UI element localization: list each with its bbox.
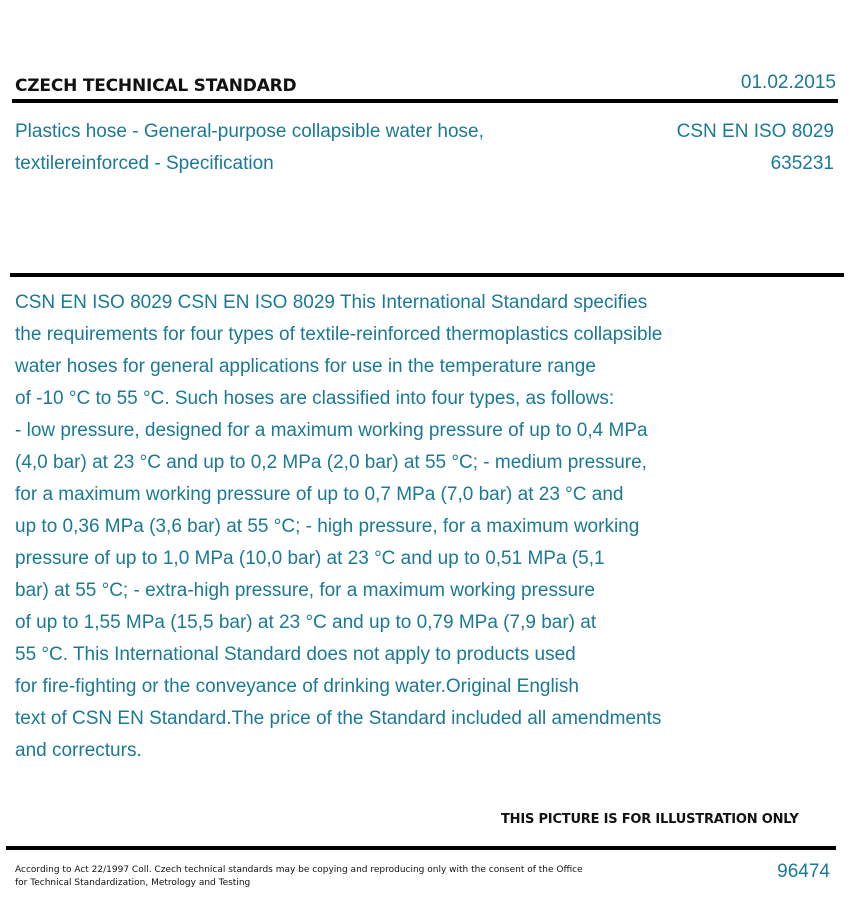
document-type-heading: CZECH TECHNICAL STANDARD <box>15 76 297 96</box>
standard-title: Plastics hose - General-purpose collapsible water hose, textilereinforced - Specification <box>15 121 484 174</box>
standard-abstract: CSN EN ISO 8029 CSN EN ISO 8029 This International Standard specifies the requirements for four types of textile-reinforced thermoplastics collapsible water hoses for general applications for use in the temperature range of -10 °C to 55 °C. Such hoses are classified into four types, as follows: - low pressure, designed for a maximum working pressure of up to 0,4 MPa (4,0 bar) at 23 °C and up to 0,2 MPa (2,0 bar) at 55 °C; - medium pressure, for a maximum working pressure of up to 0,7 MPa (7,0 bar) at 23 °C and up to 0,36 MPa (3,6 bar) at 55 °C; - high pressure, for a maximum working pressure of up to 1,0 MPa (10,0 bar) at 23 °C and up to 0,51 MPa (5,1 bar) at 55 °C; - extra-high pressure, for a maximum working pressure of up to 1,55 MPa (15,5 bar) at 23 °C and up to 0,79 MPa (7,9 bar) at 55 °C. This International Standard does not apply to products used for fire-fighting or the conveyance of drinking water.Original English text of CSN EN Standard.The price of the Standard included all amendments and correcturs. <box>15 292 663 761</box>
legal-notice-line-2: for Technical Standardization, Metrology and Testing <box>15 878 251 888</box>
section-divider <box>10 273 844 277</box>
legal-notice <box>15 864 595 890</box>
standard-code: CSN EN ISO 8029 <box>676 121 834 142</box>
legal-notice-line-1: According to Act 22/1997 Coll. Czech technical standards may be copying and reproducing only with the consent of the Office <box>15 865 583 875</box>
standard-identifier <box>677 116 834 180</box>
publication-date: 01.02.2015 <box>740 72 836 93</box>
header-divider <box>12 99 838 103</box>
document-number: 96474 <box>777 861 830 882</box>
footer-divider <box>6 846 836 850</box>
classification-number: 635231 <box>770 153 834 174</box>
illustration-disclaimer: THIS PICTURE IS FOR ILLUSTRATION ONLY <box>501 812 799 827</box>
